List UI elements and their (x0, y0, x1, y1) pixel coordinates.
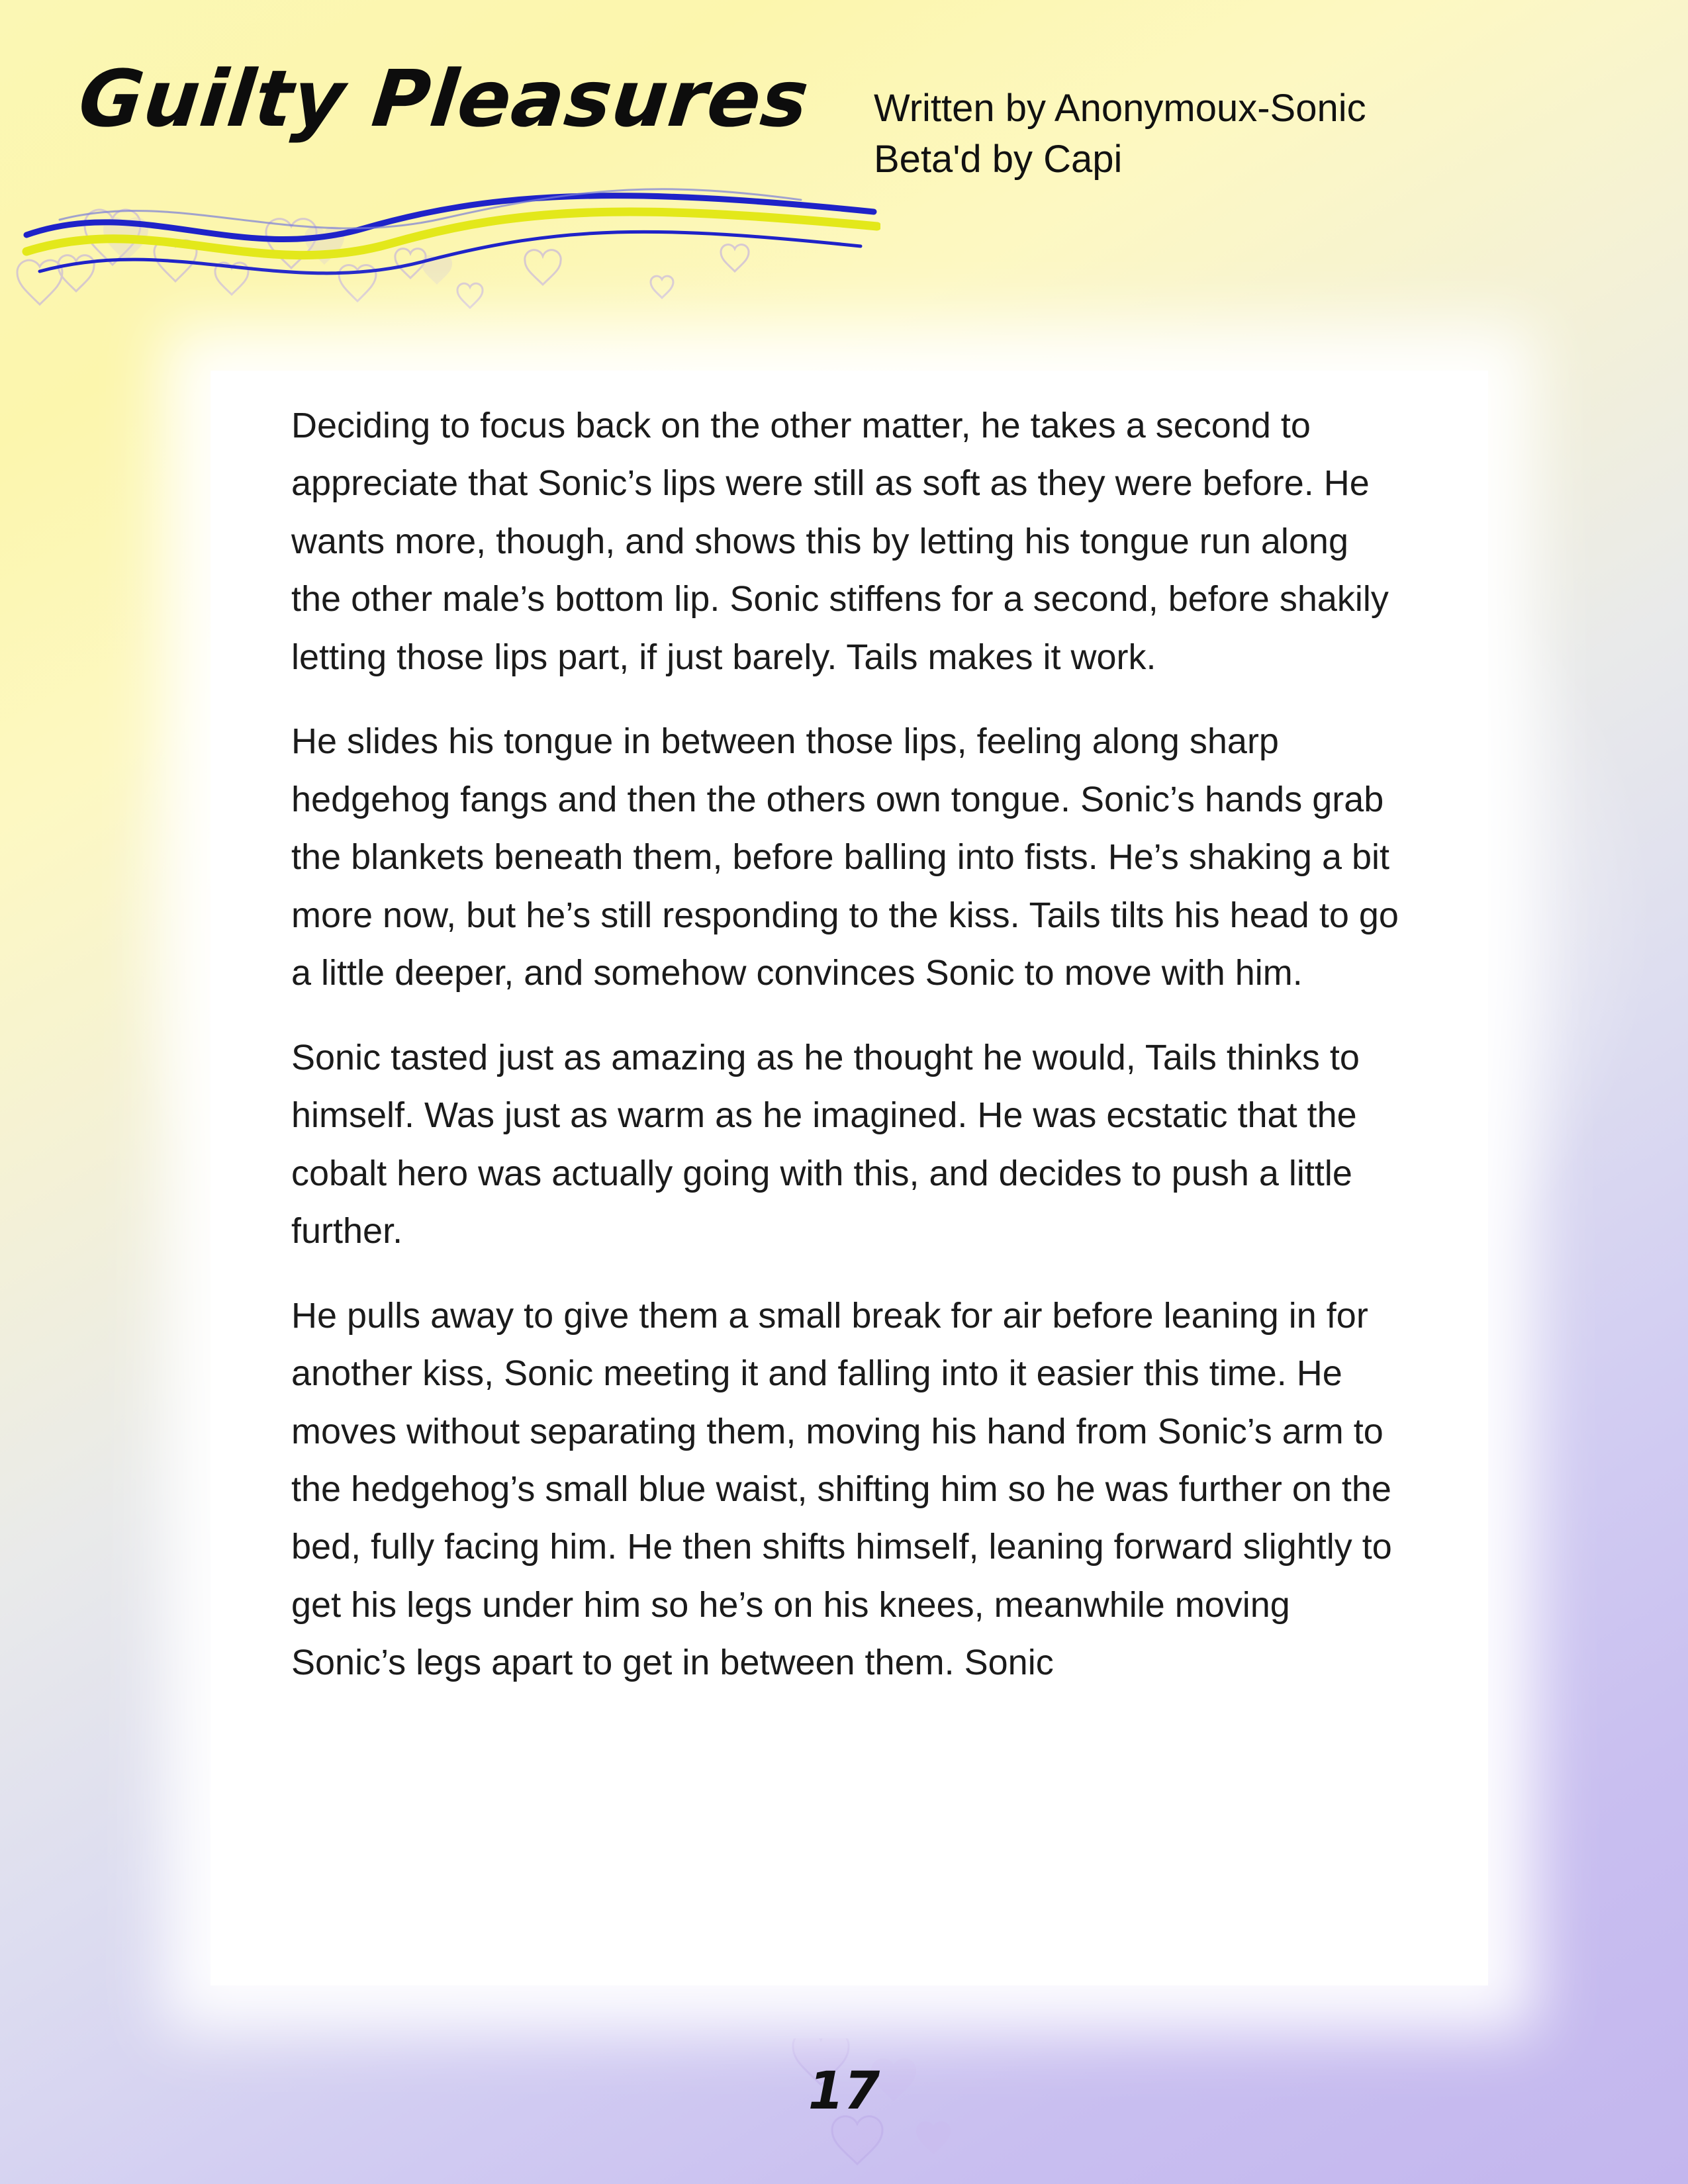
page-number: 17 (808, 2062, 880, 2121)
byline (874, 83, 1366, 185)
byline-beta: Beta'd by Capi (874, 138, 1123, 181)
swoosh-decoration (20, 172, 880, 304)
paragraph: He slides his tongue in between those lips, feeling along sharp hedgehog fangs and then the others own tongue. Sonic’s hands grab the blankets beneath them, before balling into fists. He’s shaking a bit more now, but he’s still responding to the kiss. Tails tilts his head to go a little deeper, and somehow convinces Sonic to move with him. (291, 721, 1399, 993)
paragraph: Sonic tasted just as amazing as he thought he would, Tails thinks to himself. Was just as warm as he imagined. He was ecstatic that the cobalt hero was actually going with this, and decides to push a little further. (291, 1037, 1360, 1251)
paragraph: Deciding to focus back on the other matter, he takes a second to appreciate that Sonic’s lips were still as soft as they were before. He wants more, though, and shows this by letting his tongue run along the other male’s bottom lip. Sonic stiffens for a second, before shakily letting those lips part, if just barely. Tails makes it work. (291, 406, 1389, 677)
page-header (0, 0, 1688, 344)
paragraph: He pulls away to give them a small break for air before leaning in for another kiss, Sonic meeting it and falling into it easier this time. He moves without separating them, moving his hand from Sonic’s arm to the hedgehog’s small blue waist, shifting him so he was further on the bed, fully facing him. He then shifts himself, leaning forward slightly to get his legs under him so he’s on his knees, meanwhile moving Sonic’s legs apart to get in between them. Sonic (291, 1295, 1392, 1683)
byline-author: Written by Anonymoux-Sonic (874, 87, 1366, 130)
page-title: Guilty Pleasures (74, 53, 814, 144)
body-text (291, 397, 1403, 1692)
